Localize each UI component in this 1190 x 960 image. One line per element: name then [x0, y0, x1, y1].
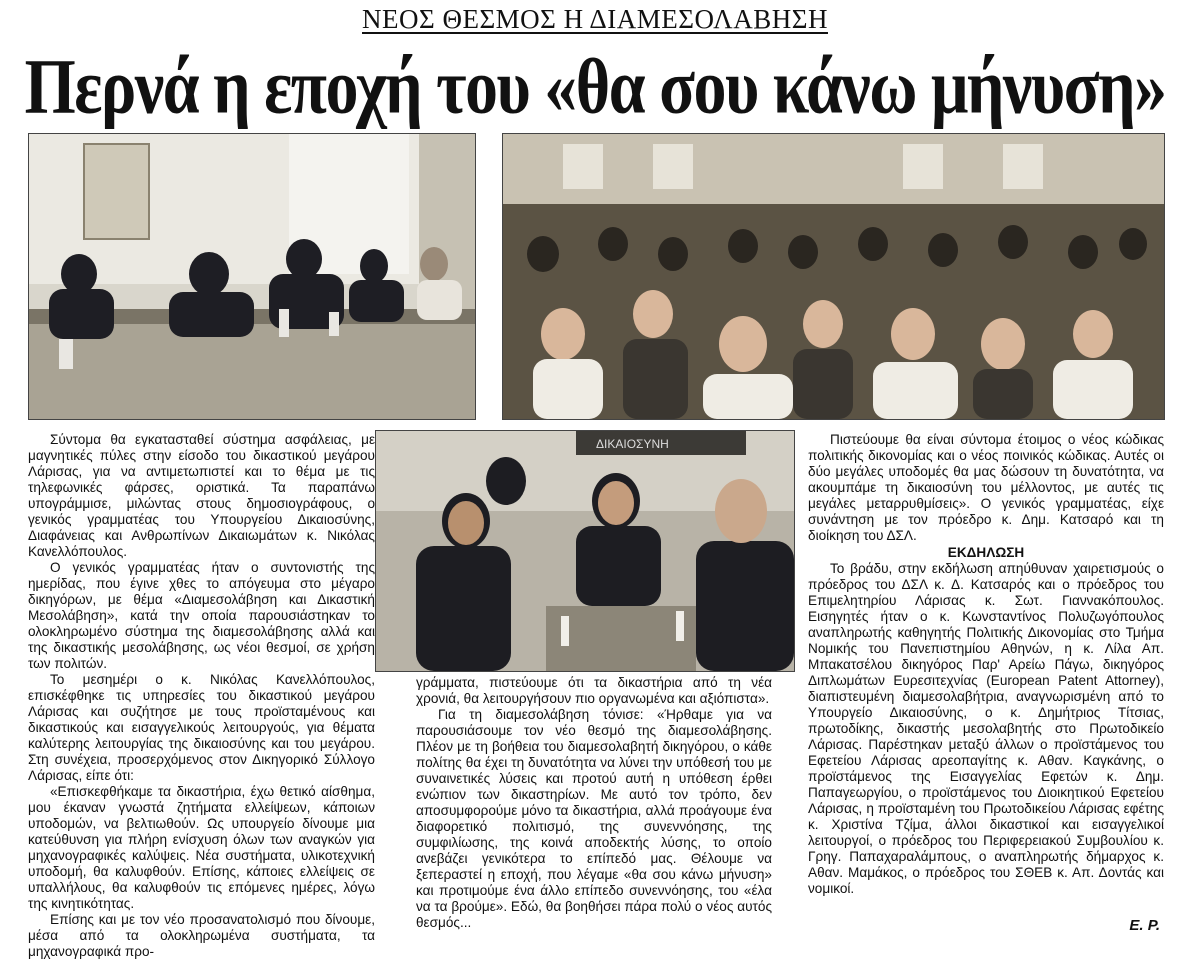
col2-paragraph-2: Για τη διαμεσολάβηση τόνισε: «Ήρθαμε για να παρουσιάσουμε τον νέο θεσμό της διαμεσολάβησης. Πλέον με τη βοήθεια του διαμεσολαβητή δικηγόρου, ο κάθε πολίτης θα έχει τη δυνατότητα να λύνει την υπόθεσή του με συναινετικές λύσεις και προτού αυτή η υπόθεση έρθει ενώπιον των δικαστηρίων. Με αυτό τον τρόπο, δεν αποσυμφορούμε μόνο τα δικαστήρια, αλλά προάγουμε ένα διαφορετικό πολιτισμό, της συνεννόησης, της συμφιλίωσης, της κοινά αποδεκτής λύσης, το οποίο ανεβάζει γενικότερα το επίπεδό μας. Θέλουμε να ξεπεραστεί η εποχή, που λέγαμε «θα σου κάνω μήνυση» και προτιμούμε ένα άλλο επίπεδο συνεννόησης, του «έλα να τα βρούμε». Εδώ, θα βοηθήσει πάρα πολύ ο νέος αυτός θεσμός...	[416, 707, 772, 930]
col2-paragraph-1: γράμματα, πιστεύουμε ότι τα δικαστήρια από τη νέα χρονιά, θα λειτουργήσουν πιο οργανωμένα και αξιόπιστα».	[416, 675, 772, 706]
photo-sign-text: ΔΙΚΑΙΟΣΥΝΗ	[596, 437, 669, 451]
col1-paragraph-2: Ο γενικός γραμματέας ήταν ο συντονιστής της ημερίδας, που έγινε χθες το απόγευμα στο μέγαρο δικηγόρων, με θέμα «Διαμεσολάβηση και Δικαστική Μεσολάβηση», κατά την οποία παρουσιάστηκαν το ολοκληρωμένο σύστημα της διαμεσολάβησης αλλά και της δικαστικής μεσολάβησης, ως νέοι θεσμοί, σε χρήση των πολιτών.	[28, 560, 375, 671]
col1-paragraph-4: «Επισκεφθήκαμε τα δικαστήρια, έχω θετικό αίσθημα, μου έκαναν γνωστά ζητήματα ελλείψεων, κάποιων υποδομών, να βελτιωθούν. Ως υπουργείο δίνουμε μια κατεύθυνση για πλήρη ενίσχυση όλων των αναγκών για μηχανογραφικές καλύψεις. Νέα συστήματα, υλικοτεχνική υποδομή, θα καλυφθούν. Επίσης, κάποιες ελλείψεις σε υπαλλήλους, θα καλυφθούν τις επόμενες ημέρες, λόγω της κινητικότητας.	[28, 784, 375, 911]
kicker: ΝΕΟΣ ΘΕΣΜΟΣ Η ΔΙΑΜΕΣΟΛΑΒΗΣΗ	[362, 4, 828, 34]
col3-paragraph-1: Πιστεύουμε θα είναι σύντομα έτοιμος ο νέος κώδικας πολιτικής δικονομίας και ο νέος ποινικός κώδικας. Αυτές οι δύο μεγάλες υποδομές θα μας δώσουν τη δυνατότητα, να ακουμπάμε τη δικαιοσύνη του μέλλοντος, με αυτές τις μεγάλες μεταρρυθμίσεις». Ο γενικός γραμματέας, είχε συνάντηση με τον πρόεδρο κ. Δημ. Κατσαρό και τη διοίκηση του ΔΣΛ.	[808, 432, 1164, 543]
subheading-ekdilosi: ΕΚΔΗΛΩΣΗ	[947, 545, 1025, 560]
col1-paragraph-5: Επίσης και με τον νέο προσανατολισμό που δίνουμε, μέσα από τα ολοκληρωμένα συστήματα, τα μηχανογραφικά προ-	[28, 912, 375, 959]
column-2	[416, 675, 772, 931]
column-1-lower	[28, 672, 375, 960]
col3-paragraph-2: Το βράδυ, στην εκδήλωση απηύθυναν χαιρετισμούς ο πρόεδρος του ΔΣΛ κ. Δ. Κατσαρός και ο πρόεδρος του Επιμελητηρίου Λάρισας κ. Σωτ. Γιαννακόπουλος. Εισηγητές ήταν ο κ. Κωνσταντίνος Πολυζωγόπουλος αναπληρωτής καθηγητής Πολιτικής Δικονομίας στο Τμήμα Νομικής του Πανεπιστημίου Αθηνών, η κ. Λίλα Απ. Μπακατσέλου δικηγόρος Παρ' Αρείω Πάγω, δικηγόρος Διπλωμάτων Ευρεσιτεχνίας (European Patent Attorney), διαπιστευμένη διαμεσολαβήτρια, αναγνωρισμένη από το Υπουργείο Δικαιοσύνης, ο κ. Δημήτριος Τίτσιας, πρωτοδίκης, δικαστής μεσολαβητής στο Πρωτοδικείο Λάρισας. Παρέστηκαν μεταξύ άλλων ο προϊστάμενος του Εφετείου Λάρισας αρεοπαγίτης κ. Αθαν. Καγκάνης, ο προϊστάμενος της Εισαγγελίας Εφετών κ. Δημ. Παπαγεωργίου, ο προϊστάμενος του Διοικητικού Εφετείου Λάρισας, η προϊσταμένη του Πρωτοδικείου Λάρισας εφέτης κ. Χριστίνα Τζίμα, άλλοι δικαστικοί και εισαγγελικοί λειτουργοί, ο πρόεδρος του Περιφερειακού Συμβουλίου κ. Γρηγ. Παπαχαραλάμπους, ο αναπληρωτής δήμαρχος κ. Αθαν. Μαμάκος, ο πρόεδρος του ΣΘΕΒ κ. Απ. Δοντάς και νομικοί.	[808, 561, 1164, 896]
column-1	[28, 432, 375, 672]
column-3	[808, 432, 1164, 897]
author-signature: Ε. Ρ.	[1129, 917, 1160, 934]
meeting-photo	[375, 430, 795, 672]
headline: Περνά η εποχή του «θα σου κάνω μήνυση»	[24, 43, 1166, 131]
audience-photo	[502, 133, 1165, 420]
col1-paragraph-1: Σύντομα θα εγκατασταθεί σύστημα ασφάλειας, με μαγνητικές πύλες στην είσοδο του δικαστικού μεγάρου Λάρισας, για να αντιμετωπιστεί και το θέμα με τις τηλεφωνικές φάρσες, οριστικά. Τα παραπάνω υπογράμμισε, μιλώντας στους δημοσιογράφους, ο γενικός γραμματέας του Υπουργείου Δικαιοσύνης, Διαφάνειας και Ανθρωπίνων Δικαιωμάτων κ. Νικόλας Κανελλόπουλος.	[28, 432, 375, 559]
panel-photo	[28, 133, 476, 420]
col1-paragraph-3: Το μεσημέρι ο κ. Νικόλας Κανελλόπουλος, επισκέφθηκε τις υπηρεσίες του δικαστικού μεγάρου Λάρισας και συζήτησε με τους προϊσταμένους και δικαστικούς και εισαγγελικούς λειτουργούς, για θέματα καλύτερης λειτουργίας της δικαιοσύνης και του μεγάρου. Στη συνέχεια, προσερχόμενος στον Δικηγορικό Σύλλογο Λάρισας, είπε ότι:	[28, 672, 375, 783]
